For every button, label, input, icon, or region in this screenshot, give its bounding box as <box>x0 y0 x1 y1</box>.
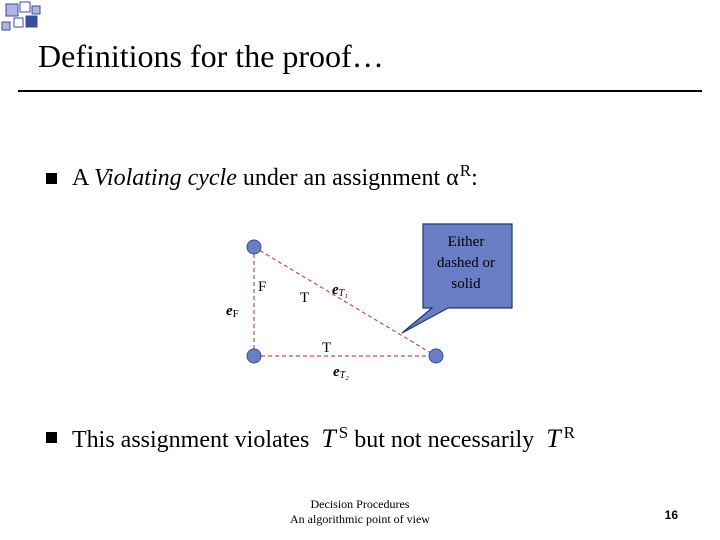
alpha-symbol: α <box>446 165 459 191</box>
label-t2: T <box>322 340 332 356</box>
footer-line-1: Decision Procedures <box>310 497 410 511</box>
superscript-r: R <box>563 423 576 442</box>
bullet2-prefix: This assignment violates <box>72 427 316 453</box>
label-t1: T <box>300 290 310 306</box>
node-bottom-right <box>429 349 443 363</box>
superscript-s: S <box>338 423 349 442</box>
bullet-text-suffix: under an assignment <box>236 165 447 191</box>
callout-line-1: Either <box>447 234 485 250</box>
bullet2-middle: but not necessarily <box>348 427 541 453</box>
edge-name-et1: eT₁ <box>332 282 348 299</box>
bullet-text-end: : <box>471 165 478 191</box>
label-f: F <box>258 279 267 295</box>
bullet-assignment-violates <box>72 423 576 453</box>
callout-line-2: dashed or <box>437 255 495 271</box>
theory-t-symbol: T <box>321 424 336 453</box>
bullet-marker <box>46 432 57 443</box>
edge-name-ef: eF <box>226 303 239 320</box>
superscript-r: R <box>459 161 472 180</box>
theory-t-symbol: T <box>546 424 561 453</box>
callout-line-3: solid <box>451 276 481 292</box>
footer-line-2: An algorithmic point of view <box>290 512 430 526</box>
bullet-text-italic: Violating cycle <box>94 165 237 191</box>
node-bottom-left <box>247 349 261 363</box>
slide-title: Definitions for the proof… <box>38 38 384 74</box>
edge-name-et2: eT₂ <box>333 364 349 381</box>
bullet-text-prefix: A <box>72 165 95 191</box>
page-number: 16 <box>664 508 678 522</box>
node-top <box>247 240 261 254</box>
edge-et1 <box>254 247 436 356</box>
